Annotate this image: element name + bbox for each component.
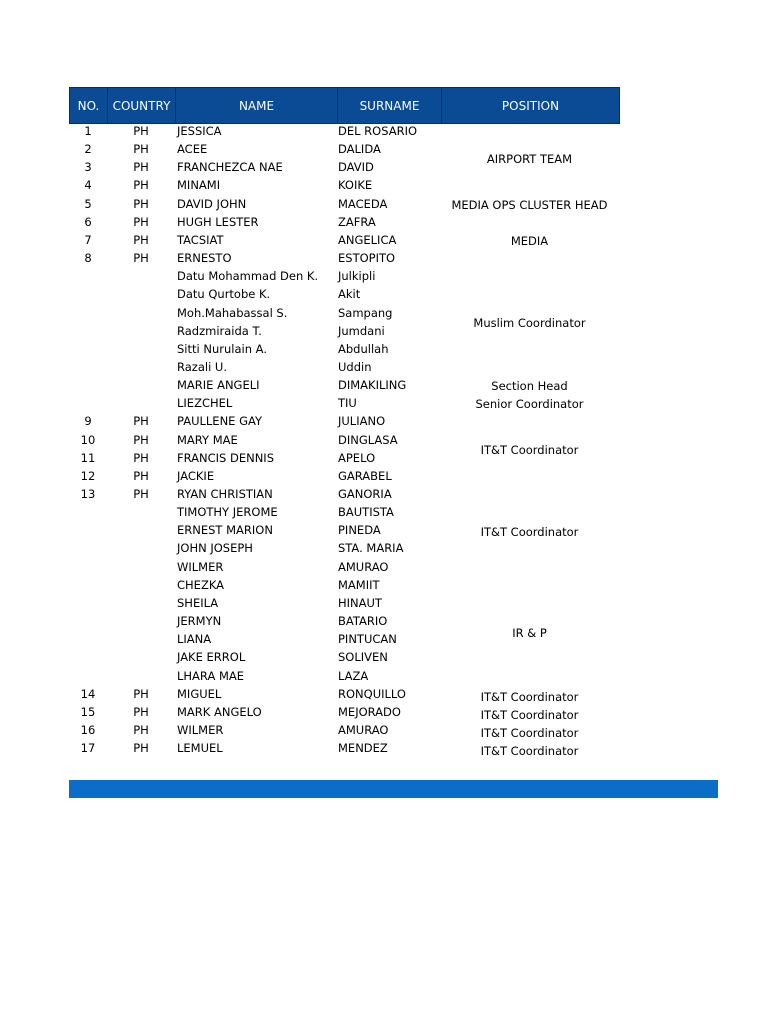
- row-name: DAVID JOHN: [177, 196, 247, 211]
- row-country: PH: [133, 432, 149, 447]
- row-name: HUGH LESTER: [177, 214, 259, 229]
- row-surname: STA. MARIA: [338, 541, 404, 556]
- row-surname: ESTOPITO: [338, 251, 396, 266]
- position-label: IT&T Coordinator: [480, 525, 579, 539]
- row-number: 4: [84, 178, 92, 193]
- row-name: LIANA: [177, 632, 212, 647]
- row-number: 1: [84, 124, 92, 138]
- row-name: FRANCHEZCA NAE: [177, 160, 283, 175]
- row-name: LEMUEL: [177, 741, 223, 756]
- row-surname: KOIKE: [338, 178, 373, 193]
- position-label: IT&T Coordinator: [480, 708, 579, 722]
- position-label: Senior Coordinator: [475, 397, 584, 411]
- row-name: MARK ANGELO: [177, 704, 262, 719]
- row-country: PH: [133, 196, 149, 211]
- row-country: PH: [133, 487, 149, 501]
- row-surname: Abdullah: [338, 341, 389, 356]
- row-surname: MENDEZ: [338, 741, 388, 756]
- row-number: 16: [80, 722, 96, 737]
- row-surname: Akit: [338, 287, 361, 302]
- row-country: PH: [133, 704, 149, 719]
- row-number: 14: [80, 686, 96, 701]
- row-surname: DALIDA: [338, 142, 381, 157]
- row-surname: PINEDA: [338, 523, 381, 538]
- row-country: PH: [133, 414, 149, 429]
- row-name: Datu Mohammad Den K.: [177, 269, 319, 284]
- row-name: ERNEST MARION: [177, 523, 273, 538]
- row-number: 10: [80, 432, 96, 447]
- row-name: TACSIAT: [177, 232, 224, 247]
- row-name: MARIE ANGELI: [177, 378, 260, 393]
- position-label: MEDIA: [510, 234, 549, 248]
- row-name: CHEZKA: [177, 577, 225, 592]
- row-surname: RONQUILLO: [338, 686, 406, 701]
- row-surname: GANORIA: [338, 487, 392, 501]
- row-number: 5: [84, 196, 92, 211]
- row-name: Sitti Nurulain A.: [177, 341, 267, 356]
- row-number: 2: [84, 142, 92, 157]
- header-country: COUNTRY: [108, 88, 176, 123]
- row-name: Moh.Mahabassal S.: [177, 305, 288, 320]
- row-surname: DINGLASA: [338, 432, 398, 447]
- row-surname: Jumdani: [338, 323, 385, 338]
- position-label: IT&T Coordinator: [480, 443, 579, 457]
- row-surname: PINTUCAN: [338, 632, 397, 647]
- row-surname: APELO: [338, 450, 376, 465]
- row-name: JOHN JOSEPH: [177, 541, 253, 556]
- row-country: PH: [133, 160, 149, 175]
- position-label: Section Head: [491, 379, 568, 393]
- table-header: [69, 87, 620, 124]
- row-name: MARY MAE: [177, 432, 238, 447]
- row-surname: LAZA: [338, 668, 369, 683]
- row-name: MIGUEL: [177, 686, 222, 701]
- position-label: IR & P: [512, 626, 547, 640]
- row-number: 8: [84, 251, 92, 266]
- row-surname: SOLIVEN: [338, 650, 388, 665]
- row-number: 7: [84, 232, 92, 247]
- row-surname: BATARIO: [338, 614, 388, 629]
- row-name: SHEILA: [177, 595, 219, 610]
- row-surname: BAUTISTA: [338, 505, 394, 520]
- row-surname: DAVID: [338, 160, 374, 175]
- row-name: WILMER: [177, 559, 224, 574]
- row-name: WILMER: [177, 722, 224, 737]
- header-name: NAME: [176, 88, 338, 123]
- row-country: PH: [133, 722, 149, 737]
- row-name: LHARA MAE: [177, 668, 245, 683]
- row-country: PH: [133, 124, 149, 138]
- row-name: JAKE ERROL: [177, 650, 246, 665]
- position-label: IT&T Coordinator: [480, 744, 579, 758]
- row-surname: Sampang: [338, 305, 393, 320]
- row-name: RYAN CHRISTIAN: [177, 487, 273, 501]
- row-number: 3: [84, 160, 92, 175]
- row-number: 9: [84, 414, 92, 429]
- row-name: MINAMI: [177, 178, 221, 193]
- row-name: JACKIE: [177, 468, 215, 483]
- row-name: Radzmiraida T.: [177, 323, 262, 338]
- row-country: PH: [133, 741, 149, 756]
- row-country: PH: [133, 232, 149, 247]
- header-no: NO.: [70, 88, 108, 123]
- row-name: JERMYN: [177, 614, 222, 629]
- row-country: PH: [133, 251, 149, 266]
- position-label: IT&T Coordinator: [480, 726, 579, 740]
- row-name: ACEE: [177, 142, 208, 157]
- row-surname: MACEDA: [338, 196, 388, 211]
- row-surname: JULIANO: [338, 414, 386, 429]
- row-surname: DEL ROSARIO: [338, 124, 418, 138]
- row-surname: TIU: [338, 396, 357, 411]
- row-number: 15: [80, 704, 96, 719]
- row-number: 6: [84, 214, 92, 229]
- position-label: MEDIA OPS CLUSTER HEAD: [451, 198, 608, 212]
- header-surname: SURNAME: [338, 88, 442, 123]
- row-country: PH: [133, 686, 149, 701]
- row-country: PH: [133, 450, 149, 465]
- row-surname: ZAFRA: [338, 214, 376, 229]
- row-surname: MAMIIT: [338, 577, 380, 592]
- row-country: PH: [133, 178, 149, 193]
- row-name: JESSICA: [177, 124, 222, 138]
- row-surname: ANGELICA: [338, 232, 397, 247]
- position-label: IT&T Coordinator: [480, 690, 579, 704]
- row-surname: GARABEL: [338, 468, 392, 483]
- row-name: Razali U.: [177, 359, 227, 374]
- row-name: TIMOTHY JEROME: [177, 505, 278, 520]
- row-name: PAULLENE GAY: [177, 414, 262, 429]
- position-label: AIRPORT TEAM: [486, 152, 573, 166]
- footer-bar: [69, 780, 718, 798]
- row-surname: Julkipli: [338, 269, 376, 284]
- row-surname: HINAUT: [338, 595, 382, 610]
- row-number: 11: [80, 450, 96, 465]
- row-surname: MEJORADO: [338, 704, 401, 719]
- row-name: ERNESTO: [177, 251, 232, 266]
- row-number: 17: [80, 741, 96, 756]
- row-surname: AMURAO: [338, 559, 389, 574]
- row-country: PH: [133, 142, 149, 157]
- row-number: 13: [80, 487, 96, 501]
- row-surname: DIMAKILING: [338, 378, 407, 393]
- row-surname: Uddin: [338, 359, 372, 374]
- header-position: POSITION: [501, 98, 560, 113]
- row-number: 12: [80, 468, 96, 483]
- row-country: PH: [133, 214, 149, 229]
- row-name: LIEZCHEL: [177, 396, 233, 411]
- row-name: FRANCIS DENNIS: [177, 450, 275, 465]
- row-name: Datu Qurtobe K.: [177, 287, 271, 302]
- position-label: Muslim Coordinator: [473, 316, 586, 330]
- row-country: PH: [133, 468, 149, 483]
- row-surname: AMURAO: [338, 722, 389, 737]
